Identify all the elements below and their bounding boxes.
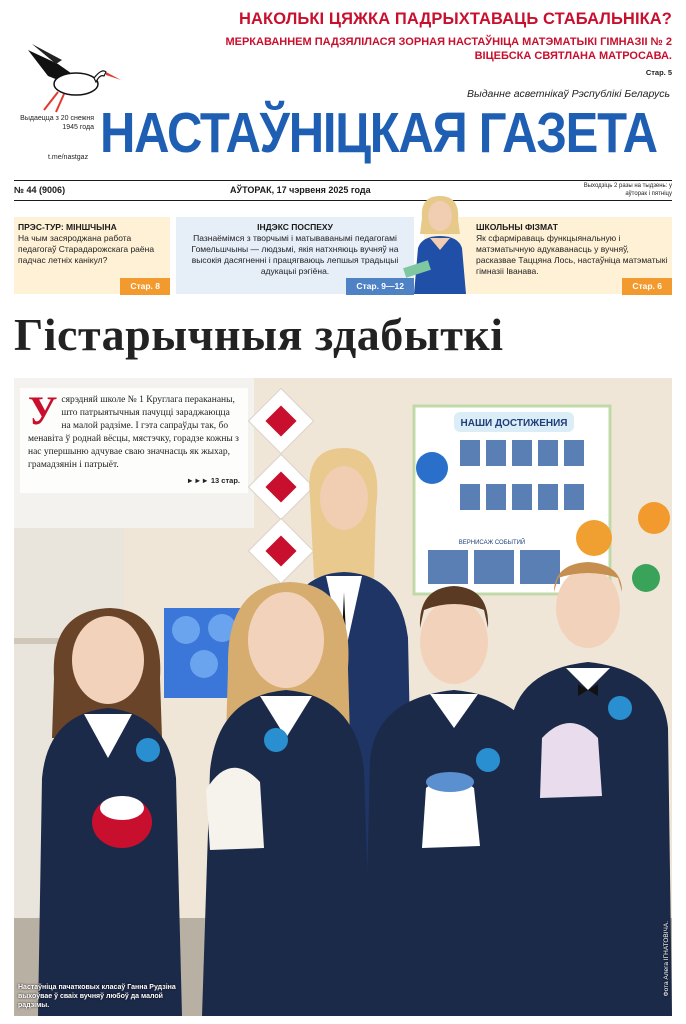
promo-page-ref: Стар. 5 <box>645 68 672 77</box>
main-photo <box>14 378 672 1016</box>
issue-date: АЎТОРАК, 17 чэрвеня 2025 года <box>230 185 371 195</box>
teaser-heading: ШКОЛЬНЫ ФІЗМАТ <box>476 222 558 232</box>
lead-continue-link[interactable]: ►►► 13 стар. <box>186 476 240 485</box>
photo-caption: Настаўніца пачатковых класаў Ганна Рудзіна выхоўвае ў сваіх вучняў любоў да малой радзімы. <box>18 984 176 1009</box>
board-title: НАШИ ДОСТИЖЕНИЯ <box>460 418 568 429</box>
promo-title[interactable]: НАКОЛЬКІ ЦЯЖКА ПАДРЫХТАВАЦЬ СТАБАЛЬНІКА? <box>239 10 672 28</box>
teaser-page-tag[interactable]: Стар. 6 <box>622 278 672 295</box>
teaser-body: Як сфарміраваць функцыянальную і матэматычную адукаванасць у вучняў, расказвае Таццяна Лось, настаўніца матэматыкі гімназіі Іванава. <box>476 233 668 276</box>
main-headline[interactable]: Гістарычныя здабыткі <box>14 309 504 360</box>
teaser-page-tag[interactable]: Стар. 9—12 <box>346 278 414 295</box>
issue-number: № 44 (9006) <box>14 185 66 195</box>
teaser-heading: ПРЭС-ТУР: МІНШЧЫНА <box>18 222 117 232</box>
teaser-success-index[interactable] <box>176 217 414 294</box>
publisher-line: Выданне асветнікаў Рэспублікі Беларусь <box>467 88 670 100</box>
lead-dropcap: У <box>28 388 58 433</box>
board-subtitle: ВЕРНИСАЖ СОБЫТИЙ <box>458 540 526 546</box>
masthead-rule-top <box>14 180 672 181</box>
promo-subtitle: МЕРКАВАННЕМ ПАДЗЯЛІЛАСЯ ЗОРНАЯ НАСТАЎНІЦА МАТЭМАТЫКІ ГІМНАЗІІ № 2 ВІЦЕБСКА СВЯТЛАНА МАТРОСАВА. <box>225 36 672 62</box>
masthead-rule-bottom <box>14 200 672 201</box>
teaser-body: Пазнаёмімся з творчымі і матываванымі педагогамі Гомельшчыны — людзьмі, якія натхняюць вучняў на высокія дасягненні і працягваюць лепшыя традыцыі адукацыі рэгіёна. <box>191 233 399 276</box>
teaser-body: На чым засяроджана работа педагогаў Старадарожскага раёна падчас летніх канікул? <box>18 233 155 265</box>
newspaper-title: НАСТАЎНІЦКАЯ ГАЗЕТА <box>100 101 657 165</box>
photo-credit: Фота Алега ІГНАТОВІЧА. <box>663 920 670 996</box>
teaser-press-tour[interactable] <box>14 217 170 294</box>
telegram-link[interactable]: t.me/nastgaz <box>48 154 89 161</box>
teacher-portrait-image <box>400 190 482 294</box>
lead-text-box <box>20 388 248 493</box>
teaser-page-tag[interactable]: Стар. 8 <box>120 278 170 295</box>
frequency-note: Выходзіць 2 разы на тыдзень: у аўторак і пятніцу <box>583 183 672 197</box>
teaser-heading: ІНДЭКС ПОСПЕХУ <box>257 222 333 232</box>
since-note: Выдаецца з 20 снежня 1945 года <box>20 115 94 131</box>
lead-text: сярэдняй школе № 1 Круглага перакананы, што патрыятычныя пачуцці зараджаюцца на малой радзіме. І гэта сапраўды так, бо менавіта ў роднай вёсцы, мястэчку, горадзе кожны з нас упершыню адчувае сваю значнасць як жыхар, грамадзянін і патрыёт. <box>28 395 239 470</box>
